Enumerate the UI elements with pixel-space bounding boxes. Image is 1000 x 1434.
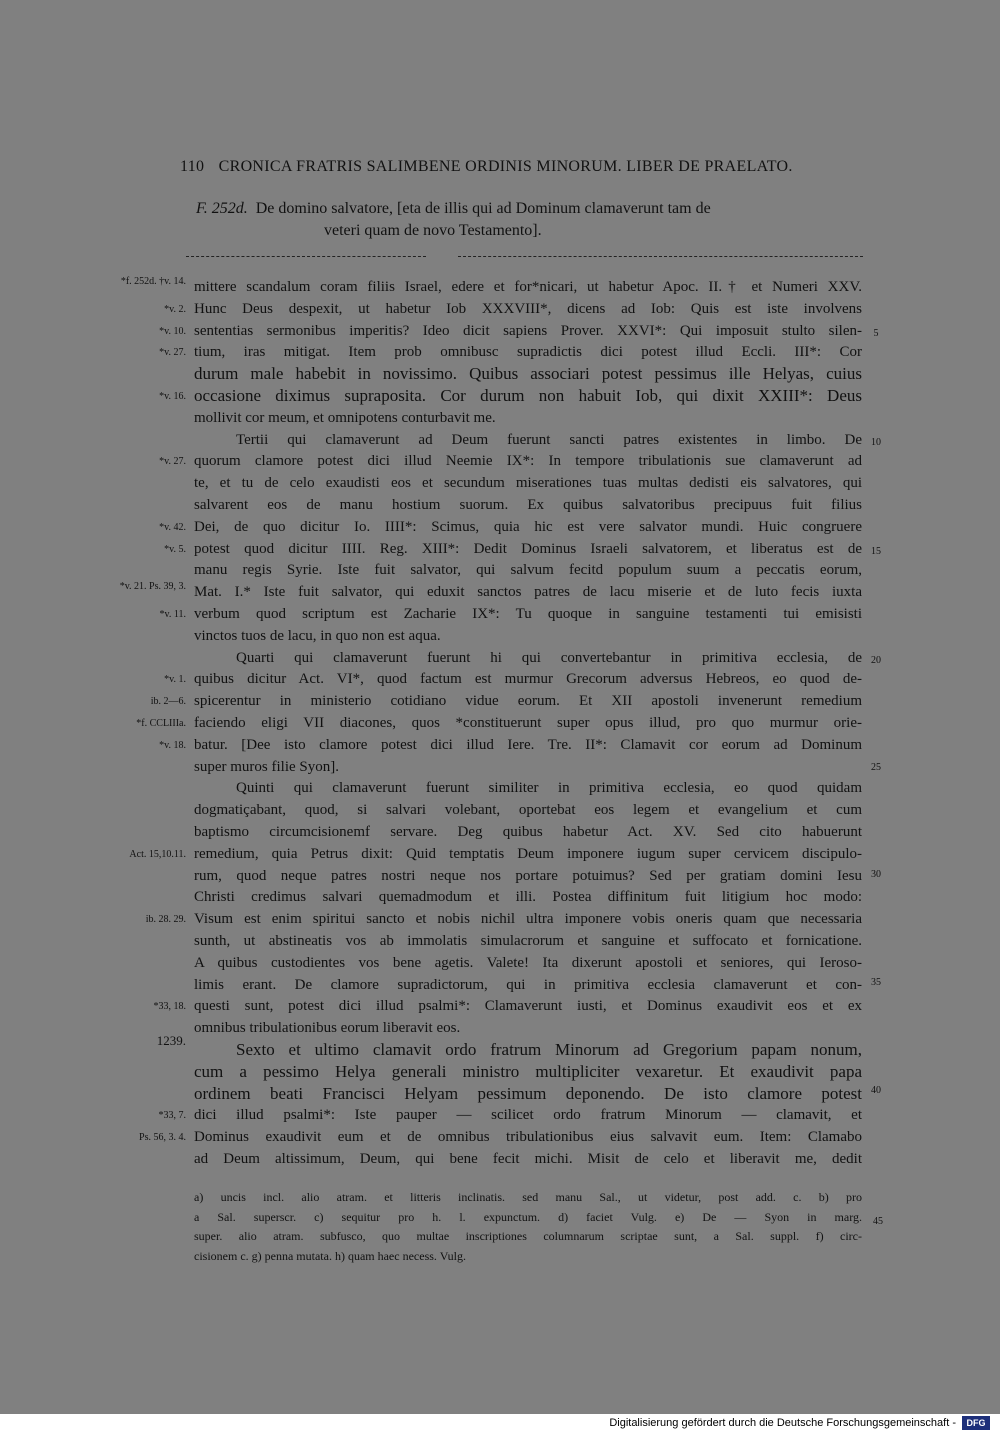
text-line: baptismo circumcisionemf servare. Deg quibus habetur Act. XV. Sed cito habuerunt (194, 824, 862, 840)
text-line: Tertii qui clamaverunt ad Deum fuerunt sancti patres existentes in limbo. De (236, 431, 862, 448)
year-marker: 1239. (156, 1033, 186, 1048)
margin-reference: *v. 10. (159, 325, 186, 337)
footnote-line: super. alio atram. subfusco, quo multae inscriptiones columnarum scriptae sunt, a Sal. suppl. f) circ- (194, 1229, 862, 1243)
text-line: salvarent eos de manu hostium suorum. Ex quibus salvatoribus precipuus fuit filius (194, 497, 862, 513)
margin-reference: *33, 18. (153, 1001, 186, 1013)
text-line: Mat. I.* Iste fuit salvator, qui eduxit sanctos patres de lacu miserie et de luto fecis iuxta (194, 584, 862, 601)
separator-rule (458, 256, 863, 257)
margin-reference: *v. 21. Ps. 39, 3. (119, 581, 186, 593)
heading-line-2: veteri quam de novo Testamento]. (324, 222, 542, 239)
margin-reference: *v. 11. (159, 609, 186, 620)
line-number: 5 (873, 328, 879, 339)
text-line: Dei, de quo dicitur Io. IIII*: Scimus, quia hic est vere salvator mundi. Huic congruere (194, 518, 862, 535)
dfg-logo: DFG (962, 1416, 990, 1430)
line-number: 15 (871, 546, 881, 557)
margin-reference: *f. 252d. †v. 14. (120, 276, 186, 287)
running-header (180, 158, 860, 176)
text-line: spicerentur in ministerio cotidiano vidue eorum. Et XII apostoli invenerunt remedium (194, 693, 862, 710)
folio-reference: F. 252d. (196, 200, 248, 217)
text-line: rum, quod neque patres nostri neque nos portare potuimus? Sed per gratiam domini Iesu (194, 867, 862, 884)
running-title: CRONICA FRATRIS SALIMBENE ORDINIS MINORUM. LIBER DE PRAELATO. (218, 158, 793, 175)
text-line: limis erant. De clamore supradictorum, qui in primitiva ecclesia clamaverunt et con- (194, 976, 862, 993)
text-line: mollivit cor meum, et omnipotens conturbavit me. (194, 409, 496, 426)
margin-reference: *v. 42. (159, 521, 186, 533)
margin-reference: *v. 5. (164, 543, 186, 555)
text-line: ordinem beati Francisci Helyam pessimum deponendo. De isto clamore potest (194, 1083, 862, 1103)
margin-reference: *33, 7. (158, 1110, 186, 1122)
separator-rule (186, 256, 426, 257)
section-heading (196, 198, 864, 242)
digitization-credit: Digitalisierung gefördert durch die Deutsche Forschungsgemeinschaft - (609, 1417, 956, 1429)
margin-reference: *v. 27. (159, 347, 186, 359)
line-number: 20 (871, 655, 881, 666)
text-line: faciendo eligi VII diacones, quos *constituerunt super opus illud, pro quo murmur orie- (194, 715, 862, 731)
text-line: batur. [Dee isto clamore potest dici illud Iere. Tre. II*: Clamavit cor eorum ad Dominum (194, 736, 862, 753)
text-line: Dominus exaudivit eum et de omnibus tribulationibus eius salvavit eum. Item: Clamabo (194, 1129, 862, 1146)
text-line: ad Deum altissimum, Deum, qui bene fecit michi. Misit de celo et liberavit me, dedit (194, 1151, 862, 1167)
text-line: vinctos tuos de lacu, in quo non est aqua. (194, 627, 441, 644)
text-line: Sexto et ultimo clamavit ordo fratrum Minorum ad Gregorium papam nonum, (236, 1040, 862, 1059)
text-line: questi sunt, potest dici illud psalmi*: Clamaverunt iusti, et Dominus exaudivit eos et ex (194, 998, 862, 1015)
margin-reference: *v. 27. (159, 456, 186, 468)
text-line: verbum quod scriptum est Zacharie IX*: Tu quoque in sanguine testamenti tui emisisti (194, 606, 862, 622)
text-line: A quibus custodientes vos bene agetis. Valete! Ita dixerunt apostoli et seniores, qui Ieroso- (194, 954, 862, 971)
text-line: tium, iras mitigat. Item prob omnibusc supradictis dici potest illud Eccli. III*: Cor (194, 344, 862, 361)
line-number: 30 (871, 869, 881, 880)
text-line: cum a pessimo Helya generali ministro multipliciter vexaretur. Et exaudivit papa (194, 1061, 862, 1081)
text-line: Hunc Deus despexit, ut habetur Iob XXXVIII*, dicens ad Iob: Quis est iste involvens (194, 300, 862, 317)
text-line: remedium, quia Petrus dixit: Quid temptatis Deum imponere iugum super cervicem discipulo- (194, 845, 862, 862)
text-line: quorum clamore potest dici illud Neemie IX*: In tempore tribulationis sue clamaverunt ad (194, 453, 862, 470)
footnote-line: cisionem c. g) penna mutata. h) quam haec necess. Vulg. (194, 1248, 466, 1263)
page-number: 110 (180, 158, 205, 175)
text-line: Quinti qui clamaverunt fuerunt similiter in primitiva ecclesia, eo quod quidam (236, 780, 862, 797)
text-line: sententias sermonibus imperitis? Ideo dicit sapiens Prover. XXVI*: Qui imposuit stulto silen- (194, 322, 862, 339)
margin-reference: ib. 28. 29. (145, 914, 186, 926)
margin-reference: Act. 15,10.11. (129, 848, 186, 860)
text-line: potest quod dicitur IIII. Reg. XIII*: Dedit Dominus Israeli salvatorem, et liberatus est de (194, 540, 862, 557)
text-line: mittere scandalum coram filiis Israel, edere et for*nicari, ut habetur Apoc. II.† et Numeri XXV. (194, 279, 862, 295)
text-line: omnibus tribulationibus eorum liberavit eos. (194, 1020, 461, 1037)
heading-text-1: De domino salvatore, [eta de illis qui ad Dominum clamaverunt tam de (255, 200, 711, 217)
margin-reference: *v. 2. (164, 303, 186, 315)
margin-reference: *f. CCLIIIa. (136, 718, 186, 729)
margin-reference: *v. 18. (159, 739, 186, 751)
text-line: Christi credimus salvari quemadmodum et illi. Postea diffinitum fuit litigium hoc modo: (194, 889, 862, 906)
margin-reference: Ps. 56, 3. 4. (139, 1132, 186, 1144)
margin-reference: ib. 2—6. (150, 696, 186, 708)
text-line: occasione diximus supraposita. Cor durum non habuit Iob, qui dixit XXIII*: Deus (194, 386, 862, 405)
text-line: quibus dicitur Act. VI*, quod factum est murmur Grecorum adversus Hebreos, eo quod de- (194, 671, 862, 688)
margin-reference: *v. 16. (159, 391, 186, 402)
footnote-line: a Sal. superscr. c) sequitur pro h. l. expunctum. d) faciet Vulg. e) De — Syon in marg. (194, 1209, 862, 1224)
text-line: Visum est enim spiritui sancto et nobis nichil ultra imponere vobis oneris quam que necessaria (194, 911, 862, 928)
text-line: dici illud psalmi*: Iste pauper — scilicet ordo fratrum Minorum — clamavit, et (194, 1107, 862, 1124)
line-number: 10 (871, 437, 881, 448)
text-line: dogmatiçabant, quod, si salvari volebant, oportebat eos legem et evangelium et cum (194, 802, 862, 819)
line-number: 25 (871, 762, 881, 773)
text-line: sunth, ut abstineatis vos ab immolatis simulacrorum et sanguine et suffocato et fornicatione. (194, 933, 862, 949)
text-line: manu regis Syrie. Iste fuit salvator, qui salvum fecitd populum suum a peccatis eorum, (194, 562, 862, 579)
text-line: super muros filie Syon]. (194, 758, 339, 775)
line-number: 45 (873, 1216, 883, 1227)
text-line: durum male habebit in novissimo. Quibus associari potest pessimus ille Helyas, cuius (194, 364, 862, 384)
line-number: 40 (871, 1085, 881, 1096)
margin-reference: *v. 1. (164, 674, 186, 686)
text-line: Quarti qui clamaverunt fuerunt hi qui convertebantur in primitiva ecclesia, de (236, 649, 862, 666)
footnote-line: a) uncis incl. alio atram. et litteris inclinatis. sed manu Sal., ut videtur, post add. c. b) pro (194, 1190, 862, 1204)
text-line: te, et tu de celo exaudisti eos et secundum miserationes tuas multas dedisti eis salvatores, qui (194, 475, 862, 492)
heading-line-1 (196, 200, 711, 217)
line-number: 35 (871, 977, 881, 988)
